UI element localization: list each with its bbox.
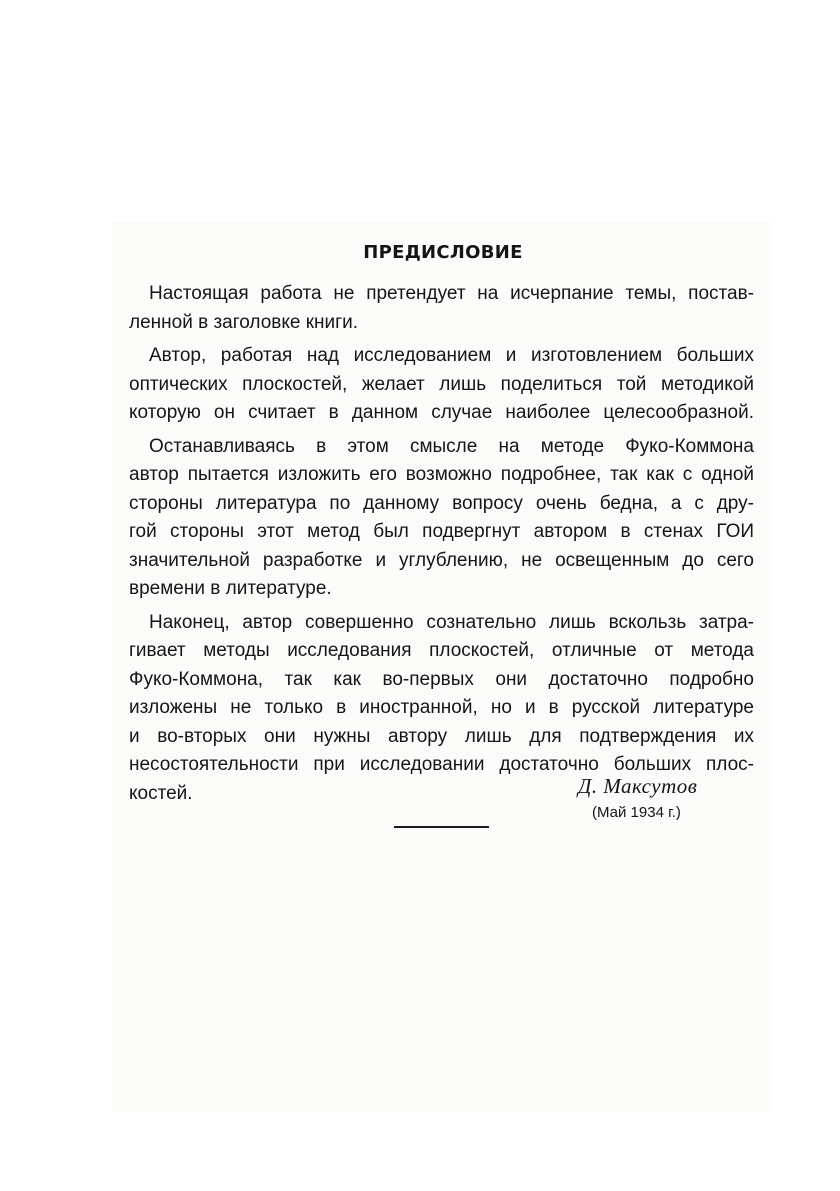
text-line: автор пытается изложить его возможно подробнее, так как с одной (129, 464, 754, 485)
paragraph-3 (129, 433, 754, 604)
text-line: изложены не только в иностранной, но и в русской литературе (129, 697, 754, 718)
text-line: и во-вторых они нужны автору лишь для подтверждения их (129, 725, 754, 747)
paragraph-2 (129, 342, 754, 428)
section-divider (394, 826, 489, 828)
text-line: гой стороны этот метод был подвергнут автором в стенах ГОИ (129, 521, 754, 542)
text-line: значительной разработке и углублению, не освещенным до сего (129, 549, 754, 571)
page-title: ПРЕДИСЛОВИЕ (363, 242, 523, 263)
text-line: ленной в заголовке книги. (129, 311, 358, 333)
author-signature: Д. Максутов (578, 774, 698, 798)
signature-date: (Май 1934 г.) (592, 804, 681, 821)
text-line: гивает методы исследования плоскостей, отличные от метода (129, 640, 754, 661)
text-line: Наконец, автор совершенно сознательно лишь вскользь затра- (149, 611, 754, 633)
text-line: Автор, работая над исследованием и изготовлением больших (149, 345, 754, 366)
preface-body (129, 280, 754, 813)
text-line: которую он считает в данном случае наиболее целесообразной. (129, 402, 754, 423)
text-line: Фуко-Коммона, так как во-первых они достаточно подробно (129, 668, 754, 690)
text-line: времени в литературе. (129, 578, 332, 599)
text-line: Останавливаясь в этом смысле на методе Фуко-Коммона (149, 435, 754, 457)
text-line: стороны литература по данному вопросу очень бедна, а с дру- (129, 492, 754, 514)
text-line: Настоящая работа не претендует на исчерпание темы, постав- (149, 283, 754, 304)
text-line: костей. (129, 782, 193, 804)
paragraph-1 (129, 280, 754, 337)
text-line: оптических плоскостей, желает лишь поделиться той методикой (129, 373, 754, 395)
text-line: несостоятельности при исследовании достаточно больших плос- (129, 754, 754, 775)
